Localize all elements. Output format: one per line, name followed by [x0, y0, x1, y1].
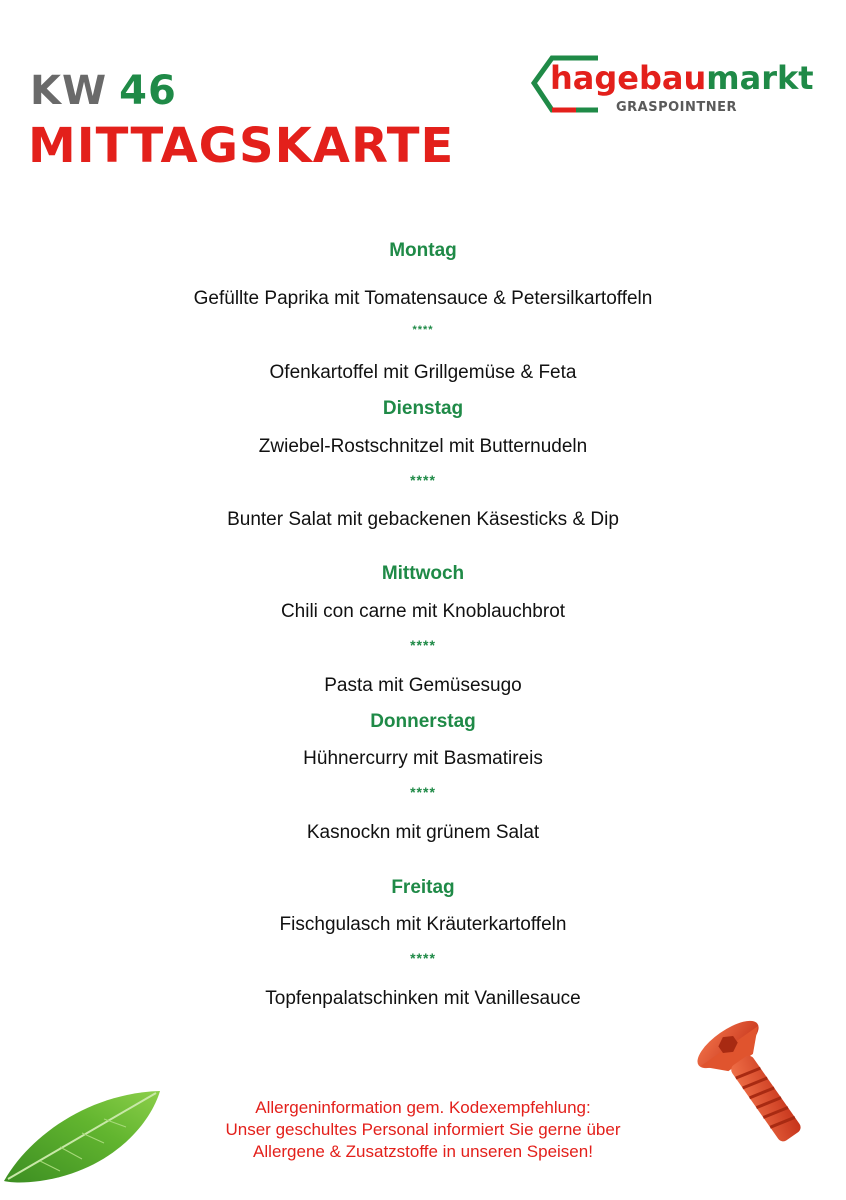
dish-tuesday-2: Bunter Salat mit gebackenen Käsesticks & Dip	[227, 509, 619, 530]
logo-subtitle: GRASPOINTNER	[616, 100, 738, 115]
leaf-icon	[0, 1085, 165, 1185]
day-heading-thursday: Donnerstag	[370, 711, 476, 732]
dish-monday-1: Gefüllte Paprika mit Tomatensauce & Petersilkartoffeln	[193, 288, 653, 309]
allergen-line-2: Unser geschultes Personal informiert Sie gerne über	[225, 1120, 621, 1139]
hagebaumarkt-logo	[528, 52, 828, 122]
dish-wednesday-1: Chili con carne mit Knoblauchbrot	[280, 601, 566, 622]
dish-tuesday-1: Zwiebel-Rostschnitzel mit Butternudeln	[258, 436, 588, 457]
dish-wednesday-2: Pasta mit Gemüsesugo	[324, 675, 522, 696]
day-heading-monday: Montag	[389, 240, 457, 261]
separator: ****	[410, 472, 436, 488]
allergen-notice	[150, 1097, 696, 1163]
dish-monday-2: Ofenkartoffel mit Grillgemüse & Feta	[269, 362, 577, 383]
dish-friday-1: Fischgulasch mit Kräuterkartoffeln	[279, 914, 567, 935]
week-number: 46	[119, 68, 177, 114]
page-title: MITTAGSKARTE	[28, 118, 455, 174]
separator: ****	[412, 324, 434, 336]
dish-thursday-1: Hühnercurry mit Basmatireis	[303, 748, 543, 769]
day-heading-wednesday: Mittwoch	[381, 563, 465, 584]
week-prefix: KW	[30, 68, 108, 114]
dish-thursday-2: Kasnockn mit grünem Salat	[306, 822, 540, 843]
allergen-line-1: Allergeninformation gem. Kodexempfehlung:	[255, 1098, 591, 1117]
day-heading-friday: Freitag	[391, 877, 455, 898]
week-label	[30, 66, 177, 116]
logo-wordmark-part1: hagebau	[550, 59, 707, 97]
separator: ****	[410, 950, 436, 966]
logo-wordmark	[550, 60, 814, 96]
day-heading-tuesday: Dienstag	[382, 398, 464, 419]
separator: ****	[410, 637, 436, 653]
screw-icon	[680, 1008, 830, 1158]
allergen-line-3: Allergene & Zusatzstoffe in unseren Speisen!	[253, 1142, 593, 1161]
separator: ****	[410, 784, 436, 800]
logo-wordmark-part2: markt	[706, 59, 814, 97]
dish-friday-2: Topfenpalatschinken mit Vanillesauce	[265, 988, 581, 1009]
